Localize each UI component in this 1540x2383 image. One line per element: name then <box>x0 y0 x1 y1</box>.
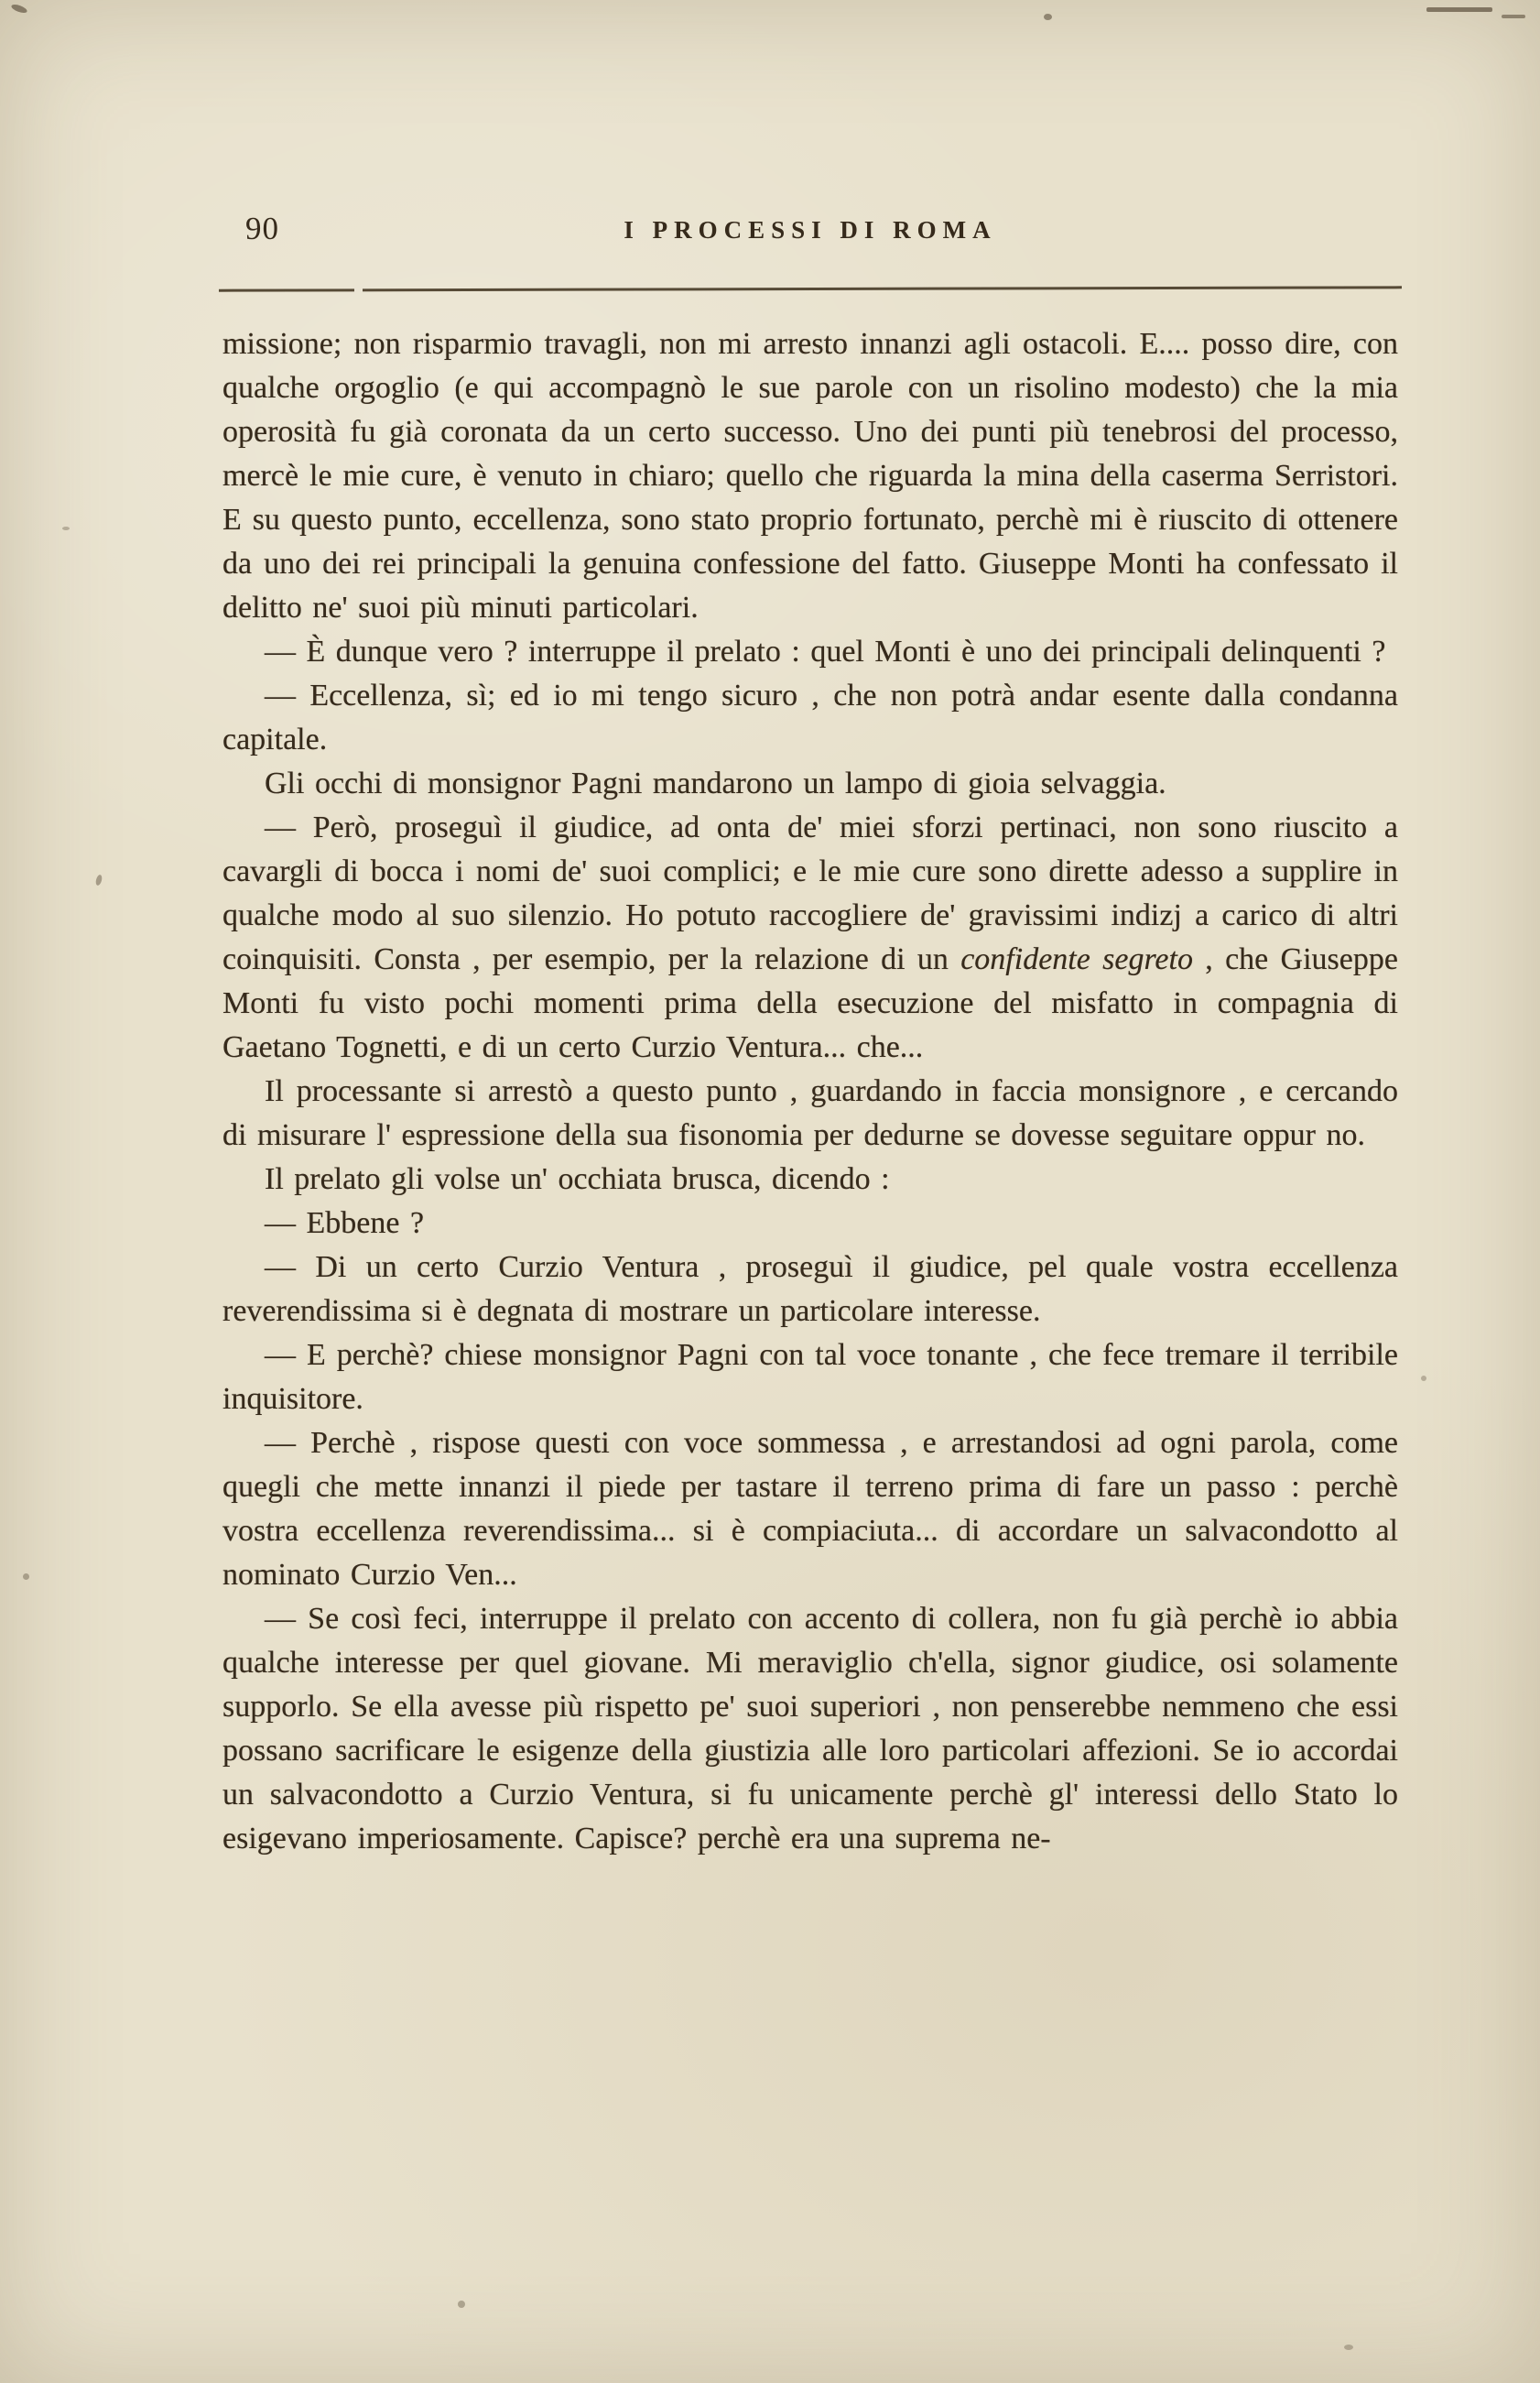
scan-speck <box>23 1573 29 1580</box>
paragraph <box>222 630 1398 674</box>
text-run: — È dunque vero ? interruppe il prelato : quel Monti è uno dei principali delinquenti ? <box>265 635 1386 669</box>
page-number: 90 <box>245 211 279 246</box>
scan-speck <box>1421 1376 1426 1381</box>
paragraph <box>222 322 1398 630</box>
text-run: missione; non risparmio travagli, non mi arresto innanzi agli ostacoli. E.... posso dire, con qualche orgoglio (e qui accompagnò le sue parole con un risolino modesto) che la mia operosità fu già coronata da un certo successo. Uno dei punti più tenebrosi del processo, mercè le mie cure, è venuto in chiaro; quello che riguarda la mina della caserma Serristori. E su questo punto, eccellenza, sono stato proprio fortunato, perchè mi è riuscito di ottenere da uno dei rei principali la genuina confessione del fatto. Giuseppe Monti ha confessato il delitto ne' suoi più minuti particolari. <box>222 327 1398 625</box>
header-rule <box>219 286 1402 291</box>
text-run: Il processante si arrestò a questo punto , guardando in faccia monsignore , e cercando di misurare l' espressione della sua fisonomia per dedurne se dovesse seguitare oppur no. <box>222 1074 1398 1152</box>
text-run: confidente segreto <box>960 942 1193 976</box>
paragraph <box>222 806 1398 1070</box>
text-run: — Se così feci, interruppe il prelato con accento di collera, non fu già perchè io abbia qualche interesse per quel giovane. Mi meraviglio ch'ella, signor giudice, osi solamente supporlo. Se ella avesse più rispetto pe' suoi superiori , non penserebbe nemmeno che essi possano sacrificare le esigenze della giustizia alle loro particolari affezioni. Se io accordai un salvacondotto a Curzio Ventura, si fu unicamente perchè gl' interessi dello Stato lo esigevano imperiosamente. Capisce? perchè era una suprema ne- <box>222 1602 1398 1855</box>
text-run: , che Giuseppe Monti fu visto pochi momenti prima della esecuzione del misfatto in compagnia di Gaetano Tognetti, e di un certo Curzio Ventura... che... <box>222 942 1398 1064</box>
text-run: — Perchè , rispose questi con voce sommessa , e arrestandosi ad ogni parola, come quegli che mette innanzi il piede per tastare il terreno prima di fare un passo : perchè vostra eccellenza reverendissima... si è compiaciuta... di accordare un salvacondotto al nominato Curzio Ven... <box>222 1426 1398 1592</box>
paragraph <box>222 1421 1398 1597</box>
text-run: — Eccellenza, sì; ed io mi tengo sicuro , che non potrà andar esente dalla condanna capitale. <box>222 679 1398 756</box>
scan-speck <box>1344 2345 1353 2350</box>
paragraph <box>222 1597 1398 1861</box>
page-text <box>222 322 1398 1861</box>
text-run: — Di un certo Curzio Ventura , proseguì il giudice, pel quale vostra eccellenza reverendissima si è degnata di mostrare un particolare interesse. <box>222 1250 1398 1328</box>
paragraph <box>222 674 1398 762</box>
paragraph <box>222 1246 1398 1333</box>
scan-speck <box>10 3 27 15</box>
scan-speck <box>1502 15 1525 18</box>
running-title: I PROCESSI DI ROMA <box>624 216 997 244</box>
scan-speck <box>1426 7 1492 12</box>
scan-speck <box>62 527 70 530</box>
text-run: Il prelato gli volse un' occhiata brusca, dicendo : <box>265 1162 890 1196</box>
scan-speck <box>95 874 103 886</box>
text-run: — E perchè? chiese monsignor Pagni con tal voce tonante , che fece tremare il terribile inquisitore. <box>222 1338 1398 1416</box>
text-run: — Però, proseguì il giudice, ad onta de' miei sforzi pertinaci, non sono riuscito a cavargli di bocca i nomi de' suoi complici; e le mie cure sono dirette adesso a supplire in qualche modo al suo silenzio. Ho potuto raccogliere de' gravissimi indizj a carico di altri coinquisiti. Consta , per esempio, per la relazione di un <box>222 811 1398 976</box>
paragraph <box>222 1333 1398 1421</box>
scan-speck <box>458 2301 465 2308</box>
paragraph <box>222 762 1398 806</box>
paragraph <box>222 1158 1398 1202</box>
paragraph <box>222 1070 1398 1158</box>
page-header <box>222 209 1398 251</box>
text-run: — Ebbene ? <box>265 1206 425 1240</box>
paragraph <box>222 1202 1398 1246</box>
text-run: Gli occhi di monsignor Pagni mandarono un lampo di gioia selvaggia. <box>265 767 1166 800</box>
scan-speck <box>1044 14 1052 20</box>
